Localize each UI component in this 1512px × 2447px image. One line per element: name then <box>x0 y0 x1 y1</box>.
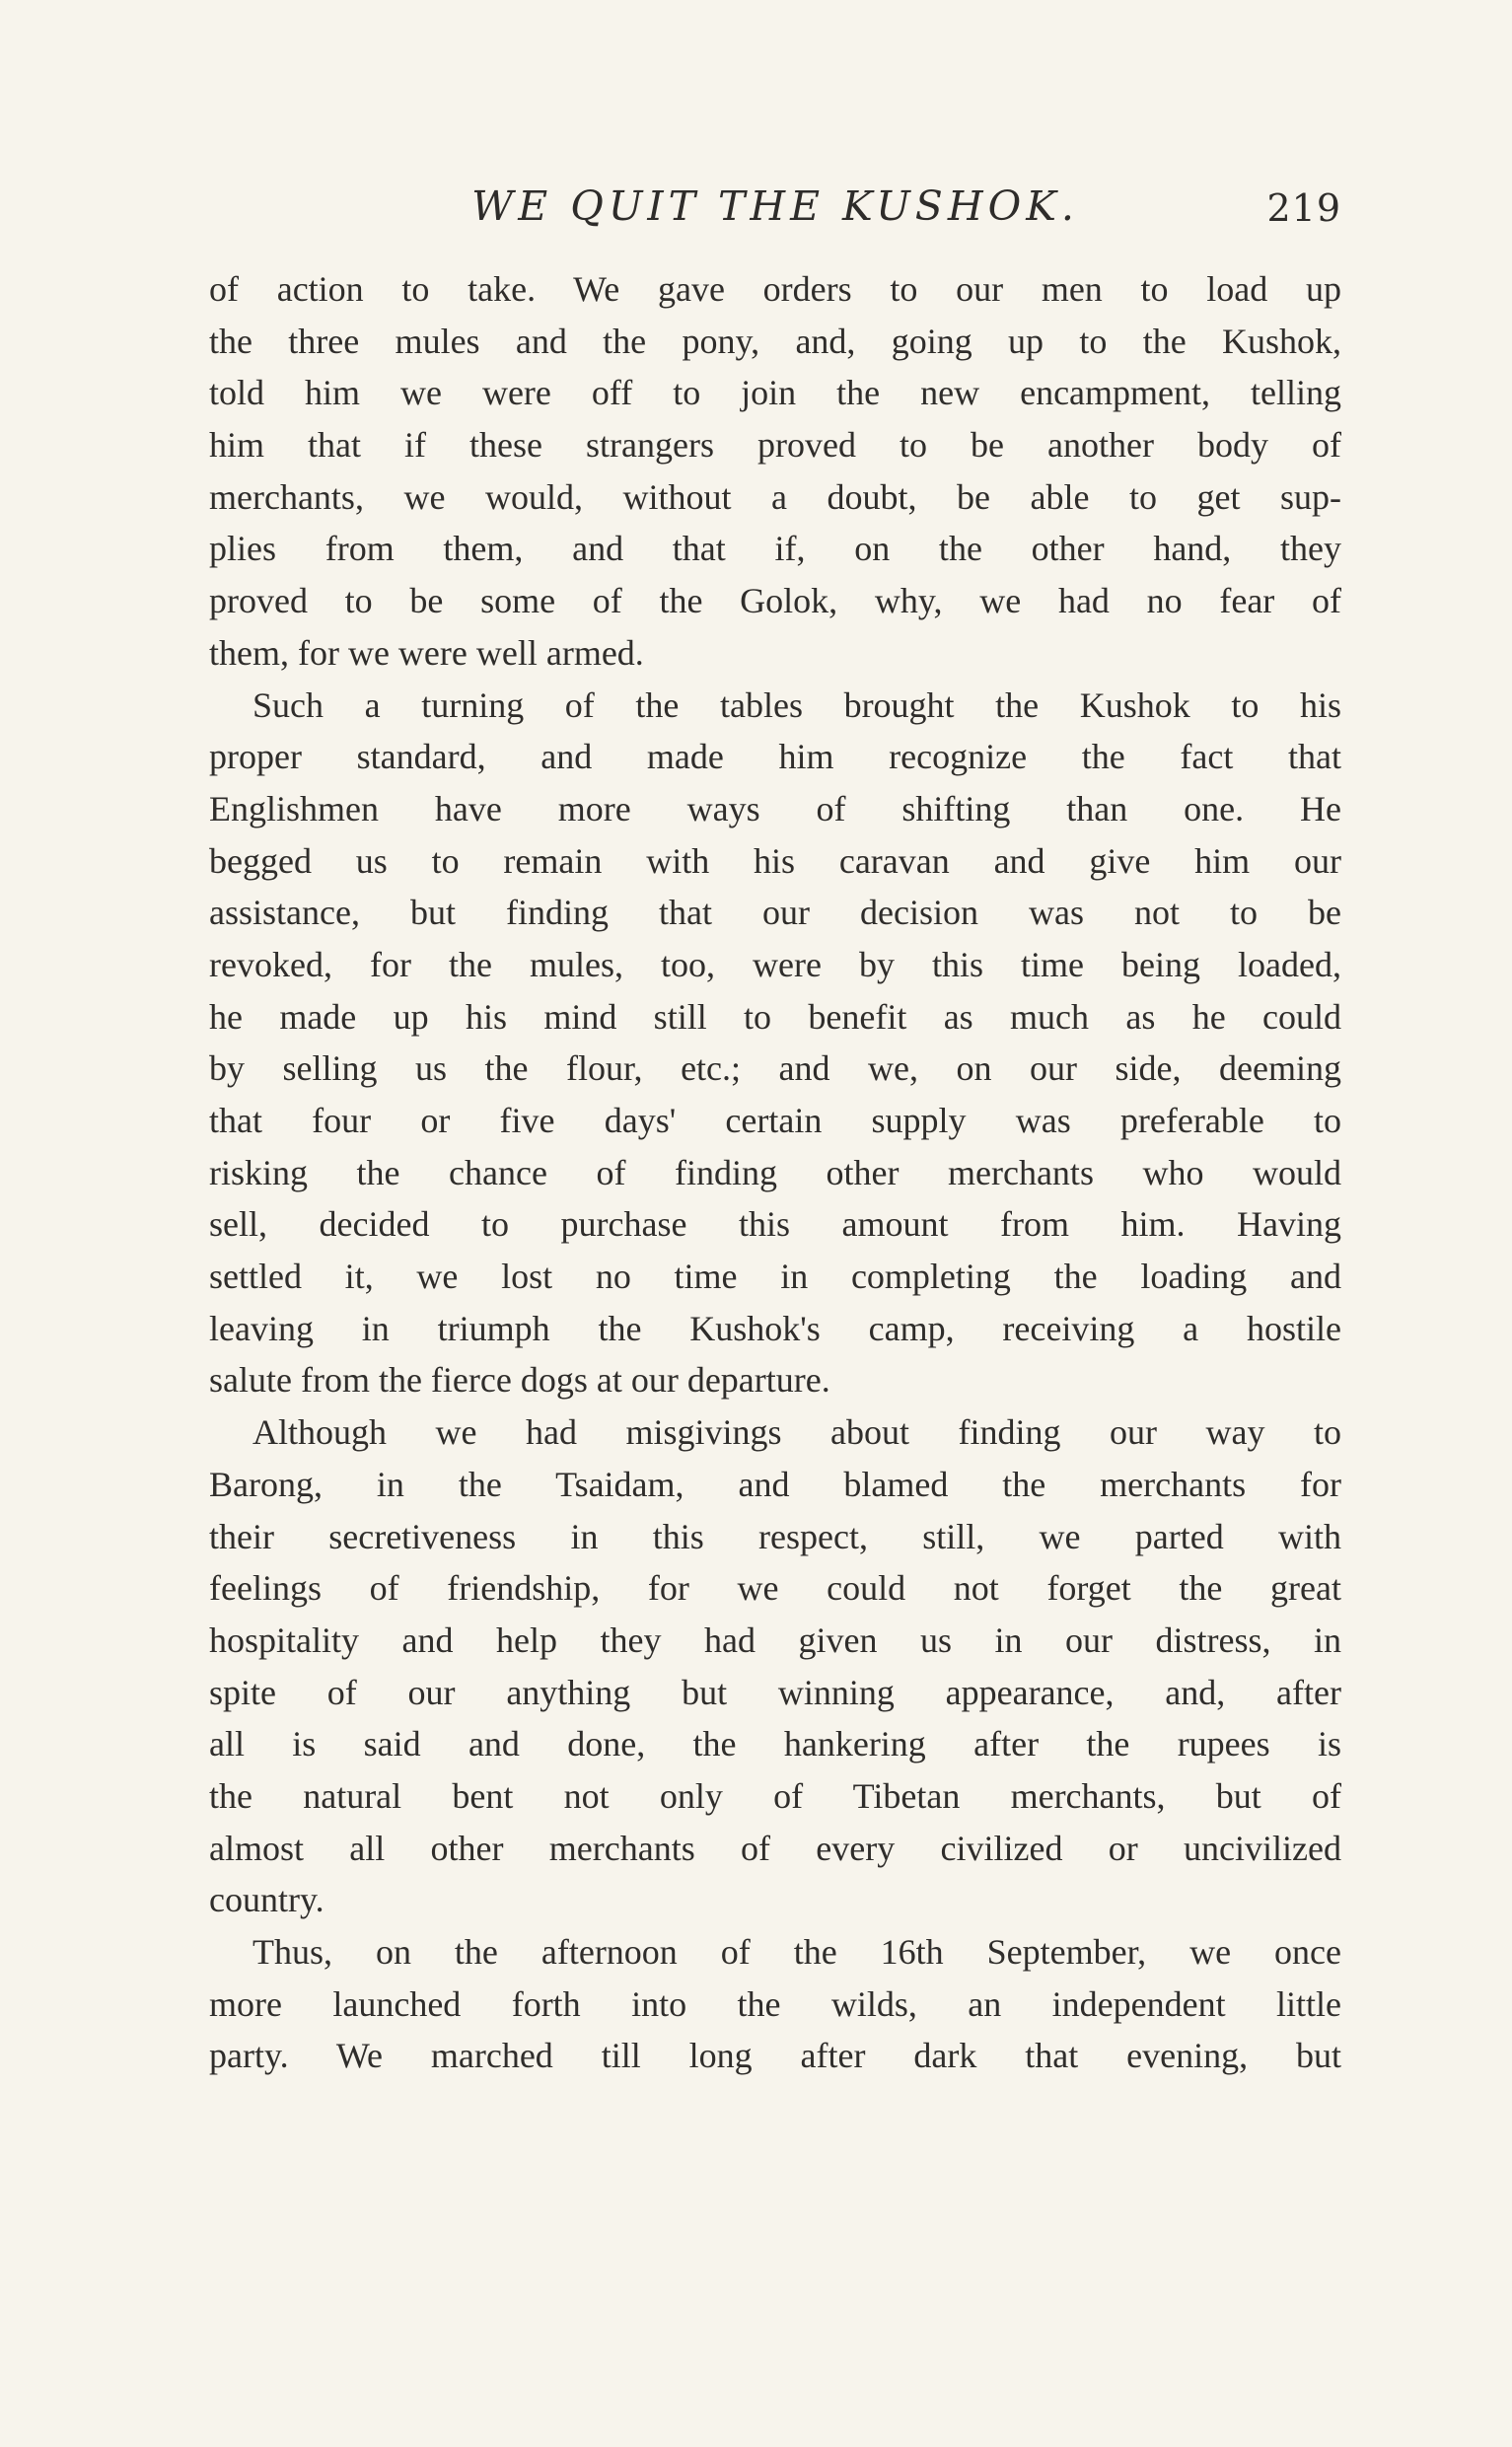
text-line: begged us to remain with his caravan and give him our <box>209 840 1341 881</box>
text-line: them, for we were well armed. <box>209 632 644 673</box>
text-line: he made up his mind still to benefit as much as he could <box>209 996 1341 1037</box>
text-line: leaving in triumph the Kushok's camp, receiving a hostile <box>209 1308 1341 1348</box>
page-number: 219 <box>1266 186 1341 230</box>
text-line: told him we were off to join the new encampment, telling <box>209 373 1341 413</box>
text-line: of action to take. We gave orders to our men to load up <box>209 269 1341 309</box>
text-line: all is said and done, the hankering after the rupees is <box>209 1724 1341 1764</box>
text-line: Englishmen have more ways of shifting than one. He <box>209 788 1341 828</box>
paragraph-1 <box>209 263 1341 680</box>
text-line: by selling us the flour, etc.; and we, on our side, deeming <box>209 1048 1341 1089</box>
text-line: settled it, we lost no time in completing the loading and <box>209 1257 1341 1297</box>
text-line: party. We marched till long after dark that evening, but <box>209 2036 1341 2076</box>
page-header <box>209 182 1341 252</box>
text-line: feelings of friendship, for we could not forget the great <box>209 1568 1341 1609</box>
text-line: proved to be some of the Golok, why, we had no fear of <box>209 581 1341 621</box>
text-line: hospitality and help they had given us in our distress, in <box>209 1619 1341 1660</box>
text-line: Thus, on the afternoon of the 16th September, we once <box>252 1932 1341 1972</box>
text-line: their secretiveness in this respect, still, we parted with <box>209 1516 1341 1556</box>
text-line: almost all other merchants of every civilized or uncivilized <box>209 1828 1341 1868</box>
text-line: plies from them, and that if, on the other hand, they <box>209 529 1341 569</box>
paragraph-2 <box>209 680 1341 1407</box>
text-line: revoked, for the mules, too, were by this time being loaded, <box>209 944 1341 984</box>
text-line: risking the chance of finding other merchants who would <box>209 1152 1341 1192</box>
body-text <box>209 263 1341 2082</box>
text-line: the three mules and the pony, and, going up to the Kushok, <box>209 321 1341 361</box>
text-line: that four or five days' certain supply was preferable to <box>209 1101 1341 1140</box>
text-line: him that if these strangers proved to be another body of <box>209 425 1341 466</box>
text-line: spite of our anything but winning appearance, and, after <box>209 1672 1341 1712</box>
text-line: the natural bent not only of Tibetan merchants, but of <box>209 1775 1341 1816</box>
text-line: Barong, in the Tsaidam, and blamed the merchants for <box>209 1464 1341 1504</box>
text-line: salute from the fierce dogs at our departure. <box>209 1360 830 1401</box>
text-line: country. <box>209 1880 324 1920</box>
text-line: Such a turning of the tables brought the Kushok to his <box>252 684 1341 725</box>
text-line: merchants, we would, without a doubt, be able to get sup- <box>209 476 1341 517</box>
running-head: WE QUIT THE KUSHOK. <box>471 182 1079 230</box>
text-line: more launched forth into the wilds, an independent little <box>209 1983 1341 2024</box>
text-line: assistance, but finding that our decision was not to be <box>209 893 1341 933</box>
paragraph-4 <box>209 1926 1341 2082</box>
text-line: Although we had misgivings about finding our way to <box>252 1412 1341 1453</box>
text-line: proper standard, and made him recognize the fact that <box>209 737 1341 777</box>
paragraph-3 <box>209 1406 1341 1926</box>
text-line: sell, decided to purchase this amount from him. Having <box>209 1204 1341 1245</box>
